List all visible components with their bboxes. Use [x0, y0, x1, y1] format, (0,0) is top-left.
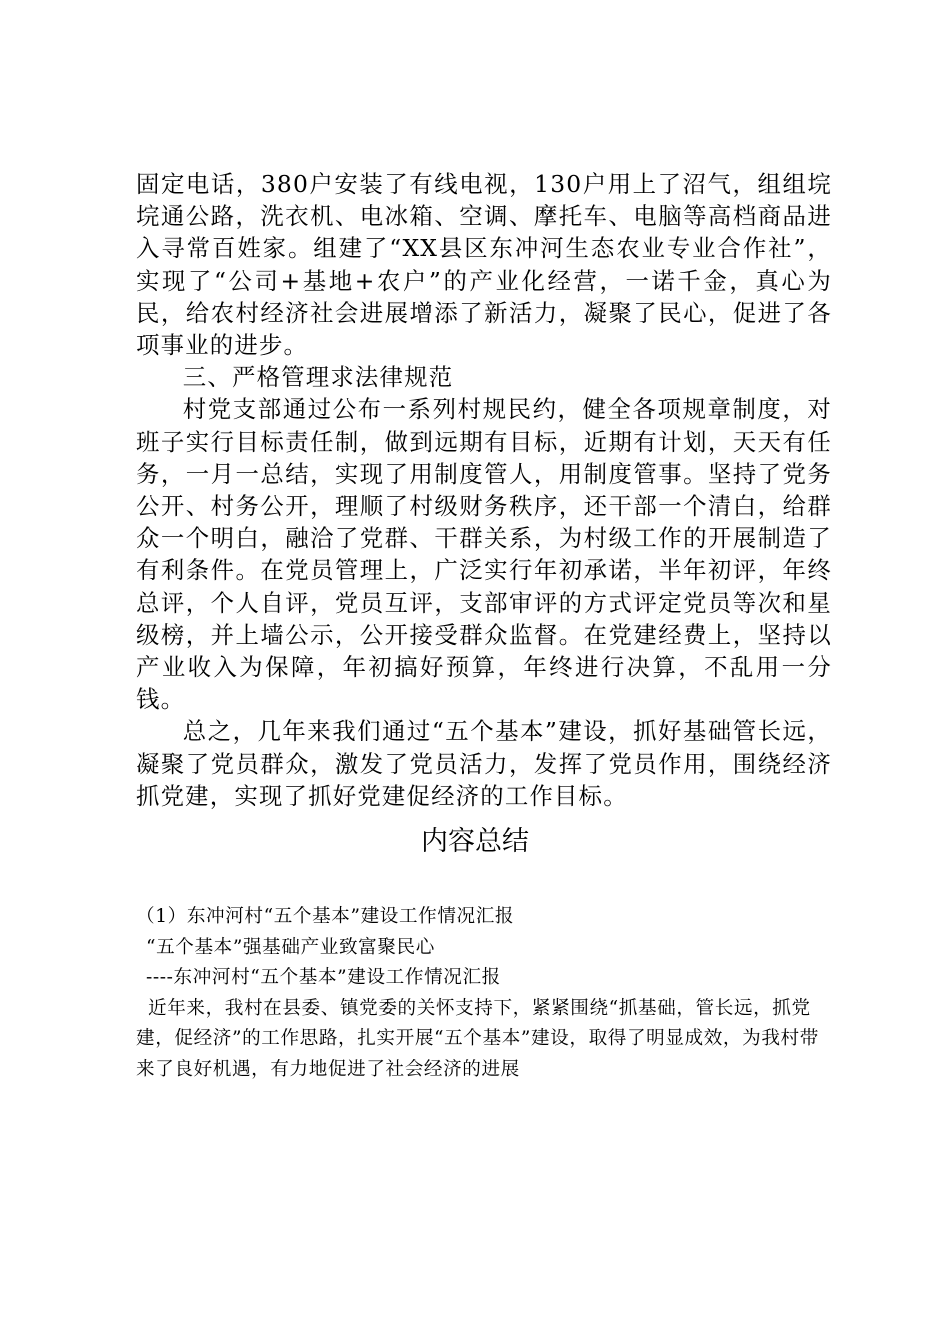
summary-heading: 内容总结 [421, 826, 529, 857]
summary-line-body: 近年来，我村在县委、镇党委的关怀支持下，紧紧围绕“抓基础，管长远，抓党建，促经济”的工作思路，扎实开展“五个基本”建设，取得了明显成效，为我村带来了良好机遇，有力地促进了社会经济的进展 [136, 997, 819, 1080]
summary-line-report-title: ----东冲河村“五个基本”建设工作情况汇报 [146, 967, 501, 989]
summary-line-subtitle: “五个基本”强基础产业致富聚民心 [146, 936, 435, 958]
document-body [136, 168, 832, 812]
body-paragraph-continuation: 固定电话，380户安装了有线电视，130户用上了沼气，组组垸垸通公路，洗衣机、电冰箱、空调、摩托车、电脑等高档商品进入寻常百姓家。组建了“XX县区东冲河生态农业专业合作社”，实现了“公司+基地+农户”的产业化经营，一诺千金，真心为民，给农村经济社会进展增添了新活力，凝聚了民心，促进了各项事业的进步。 [136, 170, 832, 360]
summary-line-title: （1）东冲河村“五个基本”建设工作情况汇报 [136, 906, 515, 927]
summary-section [136, 902, 828, 1086]
body-paragraph-management: 村党支部通过公布一系列村规民约，健全各项规章制度，对班子实行目标责任制，做到远期有目标，近期有计划，天天有任务，一月一总结，实现了用制度管人，用制度管事。坚持了党务公开、村务公开，理顺了村级财务秩序，还干部一个清白，给群众一个明白，融洽了党群、干群关系，为村级工作的开展制造了有利条件。在党员管理上，广泛实行年初承诺，半年初评，年终总评，个人自评，党员互评，支部审评的方式评定党员等次和星级榜，并上墙公示，公开接受群众监督。在党建经费上，坚持以产业收入为保障，年初搞好预算，年终进行决算，不乱用一分钱。 [136, 395, 832, 714]
section-heading-three: 三、严格管理求法律规范 [182, 363, 454, 392]
body-paragraph-conclusion: 总之，几年来我们通过“五个基本”建设，抓好基础管长远，凝聚了党员群众，激发了党员活力，发挥了党员作用，围绕经济抓党建，实现了抓好党建促经济的工作目标。 [136, 717, 832, 810]
